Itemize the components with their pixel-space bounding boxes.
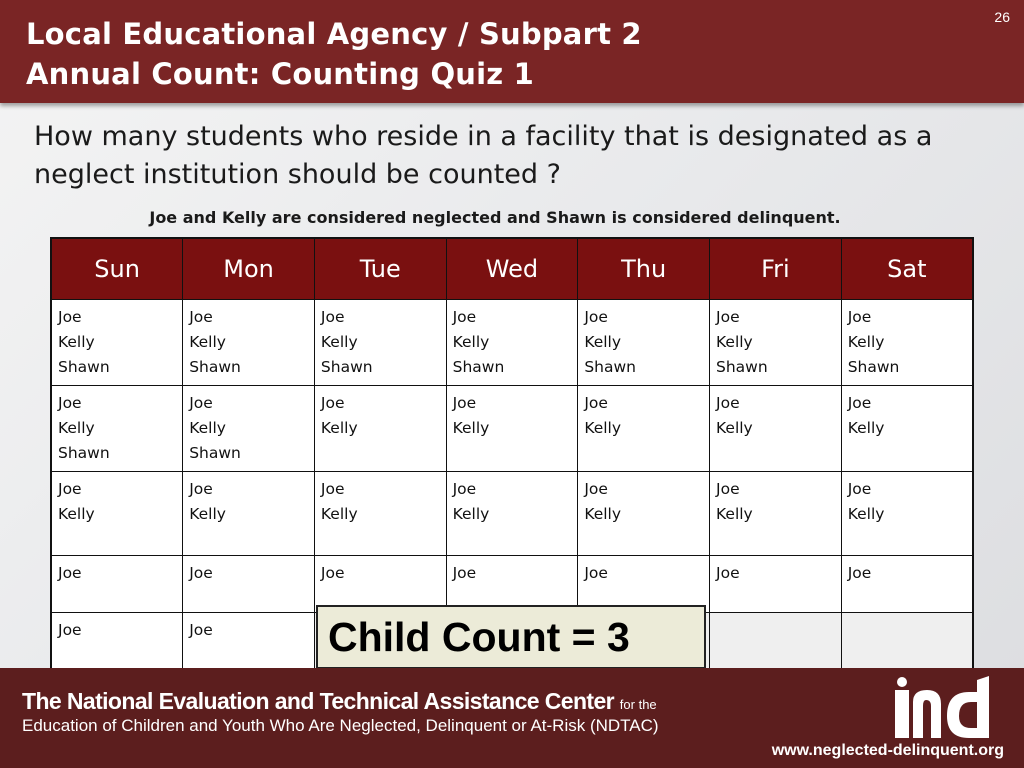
table-cell (183, 556, 315, 613)
student-name: Kelly (716, 419, 753, 437)
student-name: Kelly (847, 333, 885, 351)
table-cell (446, 386, 578, 472)
student-name: Kelly (584, 333, 622, 351)
student-name: Joe (189, 564, 213, 582)
student-name: Joe (584, 480, 608, 498)
table-cell (314, 556, 446, 613)
table-cell (578, 556, 710, 613)
table-row (51, 300, 973, 386)
student-name: Joe (189, 308, 213, 326)
table-cell (578, 386, 710, 472)
student-name: Joe (584, 394, 608, 412)
table-cell (314, 300, 446, 386)
table-cell (51, 556, 183, 613)
student-name: Kelly (452, 419, 490, 437)
student-name: Kelly (584, 505, 622, 523)
student-name: Joe (452, 564, 477, 582)
student-name: Shawn (847, 358, 900, 376)
table-row (51, 386, 973, 472)
slide-footer (0, 668, 1024, 768)
title-line-2: Annual Count: Counting Quiz 1 (26, 57, 535, 91)
student-name: Joe (320, 308, 345, 326)
student-name: Shawn (452, 358, 505, 376)
student-name: Joe (847, 480, 872, 498)
student-name: Joe (189, 394, 213, 412)
student-name: Joe (58, 621, 82, 639)
table-cell (446, 472, 578, 556)
org-description: Education of Children and Youth Who Are Neglected, Delinquent or At-Risk (NDTAC) (22, 716, 659, 735)
student-name: Kelly (452, 505, 490, 523)
table-cell (446, 300, 578, 386)
org-name-text: The National Evaluation and Technical Assistance Center (22, 688, 614, 714)
student-name: Joe (716, 308, 740, 326)
student-name: Joe (58, 564, 82, 582)
student-name: Shawn (716, 358, 768, 376)
header-fri: Fri (710, 238, 842, 300)
table-cell (710, 613, 842, 671)
table-cell (841, 300, 973, 386)
student-name: Kelly (584, 419, 622, 437)
quiz-note: Joe and Kelly are considered neglected and Shawn is considered delinquent. (149, 208, 841, 227)
table-cell (710, 556, 842, 613)
header-mon: Mon (183, 238, 315, 300)
slide-title (26, 14, 642, 94)
student-name: Kelly (320, 419, 358, 437)
website-link[interactable]: www.neglected-delinquent.org (771, 742, 1004, 759)
student-name: Joe (58, 394, 82, 412)
child-count-answer: Child Count = 3 (316, 605, 706, 669)
student-name: Joe (847, 564, 872, 582)
table-cell (446, 556, 578, 613)
student-name: Joe (847, 394, 872, 412)
student-name: Joe (847, 308, 872, 326)
header-tue: Tue (314, 238, 446, 300)
table-cell (51, 300, 183, 386)
student-name: Joe (189, 621, 213, 639)
student-name: Shawn (58, 358, 110, 376)
student-name: Joe (320, 394, 345, 412)
student-name: Shawn (189, 444, 241, 462)
table-cell (183, 472, 315, 556)
student-name: Kelly (847, 505, 885, 523)
ndtac-logo-icon (893, 676, 1003, 740)
student-name: Shawn (189, 358, 241, 376)
student-name: Joe (320, 564, 345, 582)
student-name: Kelly (189, 333, 226, 351)
student-name: Kelly (320, 333, 358, 351)
table-cell (841, 386, 973, 472)
table-cell (183, 300, 315, 386)
student-name: Joe (320, 480, 345, 498)
student-name: Kelly (716, 333, 753, 351)
student-name: Kelly (58, 419, 95, 437)
student-name: Kelly (189, 505, 226, 523)
table-cell (841, 613, 973, 671)
table-cell (51, 472, 183, 556)
title-line-1: Local Educational Agency / Subpart 2 (26, 17, 642, 51)
student-name: Shawn (58, 444, 110, 462)
student-name: Joe (584, 564, 608, 582)
table-cell (578, 300, 710, 386)
student-name: Joe (58, 308, 82, 326)
student-name: Kelly (716, 505, 753, 523)
table-header-row (51, 238, 973, 300)
table-cell (841, 472, 973, 556)
student-name: Joe (716, 564, 740, 582)
table-row (51, 472, 973, 556)
quiz-question: How many students who reside in a facility that is designated as a neglect institution should be counted ? (34, 121, 933, 190)
table-cell (710, 300, 842, 386)
table-cell (710, 386, 842, 472)
student-name: Joe (716, 394, 740, 412)
student-name: Kelly (58, 505, 95, 523)
student-name: Joe (189, 480, 213, 498)
slide-header (0, 0, 1024, 103)
student-name: Kelly (320, 505, 358, 523)
header-sat: Sat (841, 238, 973, 300)
student-name: Kelly (58, 333, 95, 351)
student-name: Joe (452, 480, 477, 498)
student-name: Joe (452, 394, 477, 412)
table-cell (710, 472, 842, 556)
student-name: Shawn (320, 358, 373, 376)
student-name: Kelly (452, 333, 490, 351)
student-name: Joe (584, 308, 608, 326)
student-name: Joe (716, 480, 740, 498)
table-cell (51, 386, 183, 472)
org-name (22, 688, 657, 715)
table-cell (841, 556, 973, 613)
header-sun: Sun (51, 238, 183, 300)
table-row (51, 556, 973, 613)
table-cell (183, 386, 315, 472)
student-name: Shawn (584, 358, 636, 376)
table-cell (183, 613, 315, 671)
table-cell (314, 386, 446, 472)
header-thu: Thu (578, 238, 710, 300)
header-wed: Wed (446, 238, 578, 300)
table-cell (314, 472, 446, 556)
org-for-text: for the (619, 697, 657, 712)
student-name: Joe (58, 480, 82, 498)
table-cell (578, 472, 710, 556)
slide-number: 26 (994, 9, 1010, 25)
student-name: Joe (452, 308, 477, 326)
student-name: Kelly (189, 419, 226, 437)
table-cell (51, 613, 183, 671)
student-name: Kelly (847, 419, 885, 437)
